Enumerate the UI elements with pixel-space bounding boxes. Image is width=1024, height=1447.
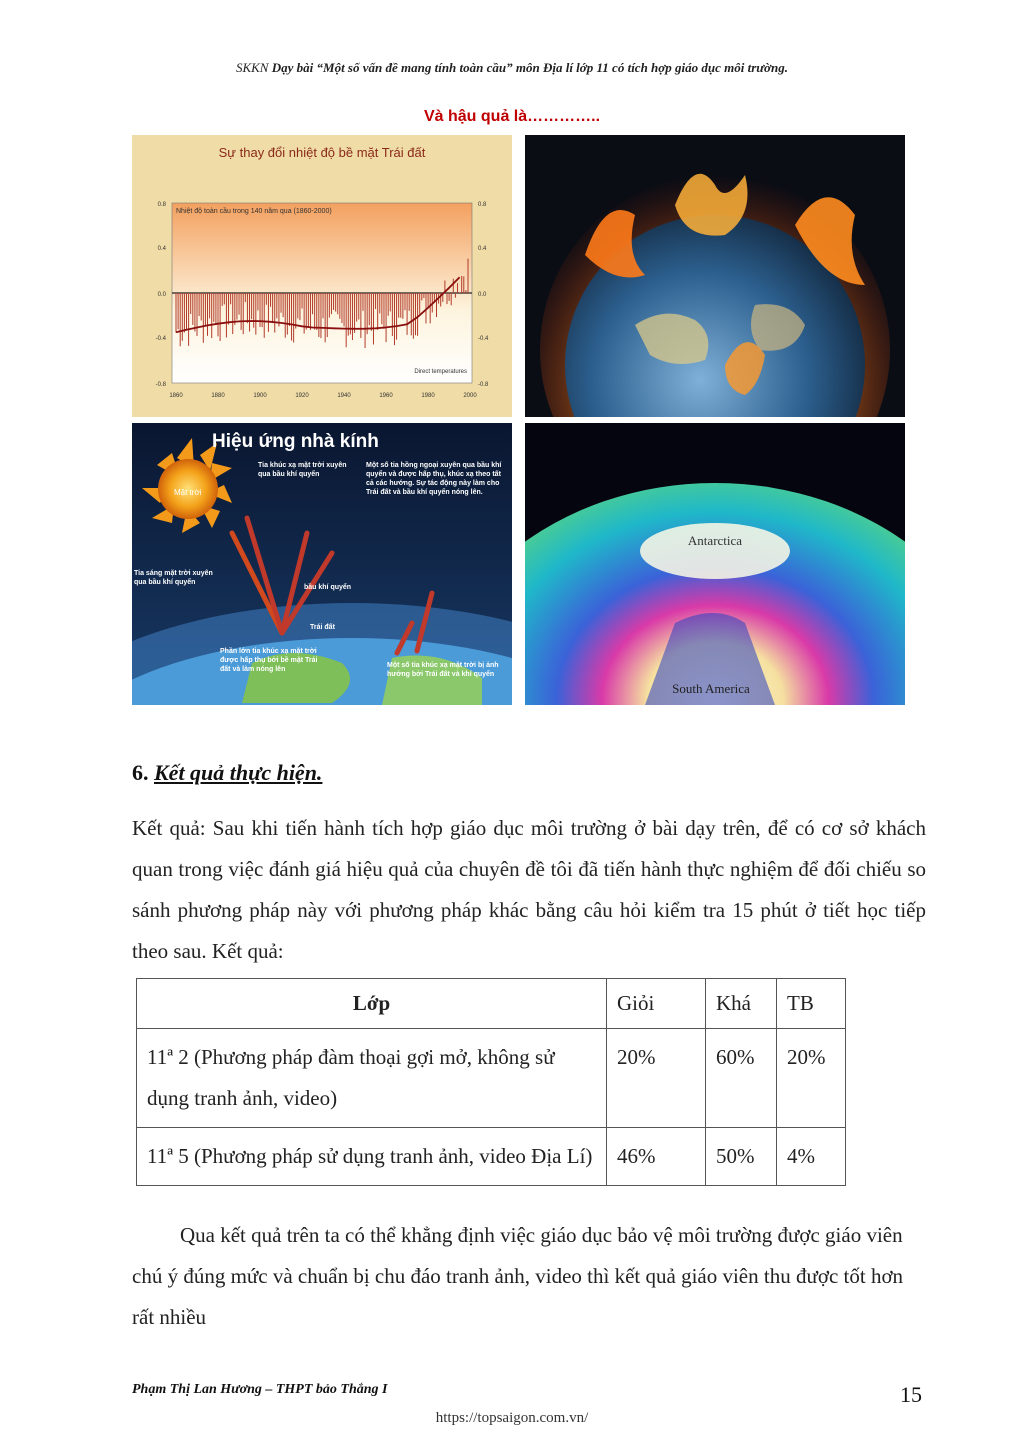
y-tick-left: 0.0 [157, 292, 166, 298]
greenhouse-effect-image [132, 423, 512, 705]
chart-title: Sự thay đổi nhiệt độ bề mặt Trái đất [218, 145, 426, 160]
x-tick: 1940 [337, 393, 351, 399]
header-excellent: Giỏi [607, 979, 706, 1029]
section-title: Kết quả thực hiện. [154, 760, 323, 785]
label-trapped: Một số tia khúc xạ mặt trời bị ảnh hưởng bởi Trái đất và khí quyển [387, 662, 499, 678]
x-tick: 1960 [379, 393, 393, 399]
cell-class: 11ª 5 (Phương pháp sử dụng tranh ảnh, video Địa Lí) [137, 1128, 607, 1186]
y-tick-right: 0.8 [478, 202, 487, 208]
x-tick: 1860 [169, 393, 183, 399]
cell-average: 4% [777, 1128, 846, 1186]
x-tick: 1880 [211, 393, 225, 399]
footer-url[interactable]: https://topsaigon.com.vn/ [435, 1410, 589, 1426]
y-tick-right: 0.0 [478, 292, 487, 298]
cell-class: 11ª 2 (Phương pháp đàm thoại gợi mở, không sử dụng tranh ảnh, video) [137, 1029, 607, 1128]
conclusion-paragraph: Qua kết quả trên ta có thể khẳng định việc giáo dục bảo vệ môi trường được giáo viên chú ý đúng mức và chuẩn bị chu đáo tranh ảnh, video thì kết quả giáo viên thu được tốt hơn rất nhiều [132, 1223, 904, 1329]
footer-author: Phạm Thị Lan Hương – THPT bảo Thắng I [132, 1382, 388, 1397]
table-header-row [137, 979, 846, 1029]
header-prefix: SKKN [235, 60, 272, 75]
burning-earth-image [525, 135, 905, 417]
y-tick-left: 0.8 [157, 202, 166, 208]
antarctica-label: Antarctica [687, 533, 743, 548]
sun-label: Mặt trời [174, 488, 202, 497]
cell-good: 50% [706, 1128, 777, 1186]
chart-annotation: Direct temperatures [414, 369, 467, 375]
x-tick: 1900 [253, 393, 267, 399]
section-number: 6. [132, 760, 149, 785]
header-good: Khá [706, 979, 777, 1029]
header-title: Dạy bài “Một số vấn đề mang tính toàn cầu” môn Địa lí lớp 11 có tích hợp giáo dục môi trường. [271, 60, 789, 75]
cell-good: 60% [706, 1029, 777, 1128]
header-average: TB [777, 979, 846, 1029]
label-earth: Trái đất [310, 624, 335, 631]
y-tick-left: -0.4 [155, 336, 166, 342]
ozone-hole-image [525, 423, 905, 705]
temperature-chart-image [132, 135, 512, 417]
section-heading [132, 760, 322, 786]
cell-average: 20% [777, 1029, 846, 1128]
header-class: Lớp [137, 979, 607, 1029]
results-table [136, 978, 846, 1186]
label-absorbed: Phần lớn tia khúc xạ mặt trời được hấp thụ bởi bề mặt Trái đất và làm nóng lên [220, 648, 318, 673]
label-reflect: Tia khúc xạ mặt trời xuyên qua bầu khí quyển [258, 462, 347, 478]
greenhouse-title: Hiệu ứng nhà kính [212, 431, 379, 452]
label-atmosphere: bầu khí quyển [304, 584, 352, 591]
cell-excellent: 20% [607, 1029, 706, 1128]
y-tick-left: 0.4 [157, 246, 166, 252]
y-tick-left: -0.8 [155, 382, 166, 388]
x-tick: 1920 [295, 393, 309, 399]
label-infrared: Một số tia hồng ngoại xuyên qua bầu khí quyển và được hấp thụ, khúc xạ theo tất cả các hướng. Sự tác động này làm cho Trái đất và bầu khí quyển nóng lên. [366, 462, 502, 496]
x-tick: 2000 [463, 393, 477, 399]
page-header [0, 60, 1024, 76]
results-paragraph: Kết quả: Sau khi tiến hành tích hợp giáo dục môi trường ở bài dạy trên, để có cơ sở khách quan trong việc đánh giá hiệu quả của chuyên đề tôi đã tiến hành thực nghiệm để đối chiếu so sánh phương pháp này với phương pháp khác bằng câu hỏi kiểm tra 15 phút ở tiết học tiếp theo sau. Kết quả: [132, 816, 926, 963]
label-sunlight: Tia sáng mặt trời xuyên qua bầu khí quyển [134, 570, 213, 586]
table-row [137, 1029, 846, 1128]
x-tick: 1980 [421, 393, 435, 399]
y-tick-right: -0.4 [478, 336, 489, 342]
figure-caption: Và hậu quả là………….. [423, 108, 601, 125]
y-tick-right: 0.4 [478, 246, 487, 252]
south-america-label: South America [672, 681, 750, 696]
table-row [137, 1128, 846, 1186]
chart-subtitle: Nhiệt độ toàn cầu trong 140 năm qua (1860-2000) [176, 208, 332, 215]
y-tick-right: -0.8 [478, 382, 489, 388]
cell-excellent: 46% [607, 1128, 706, 1186]
page-number: 15 [900, 1382, 922, 1407]
